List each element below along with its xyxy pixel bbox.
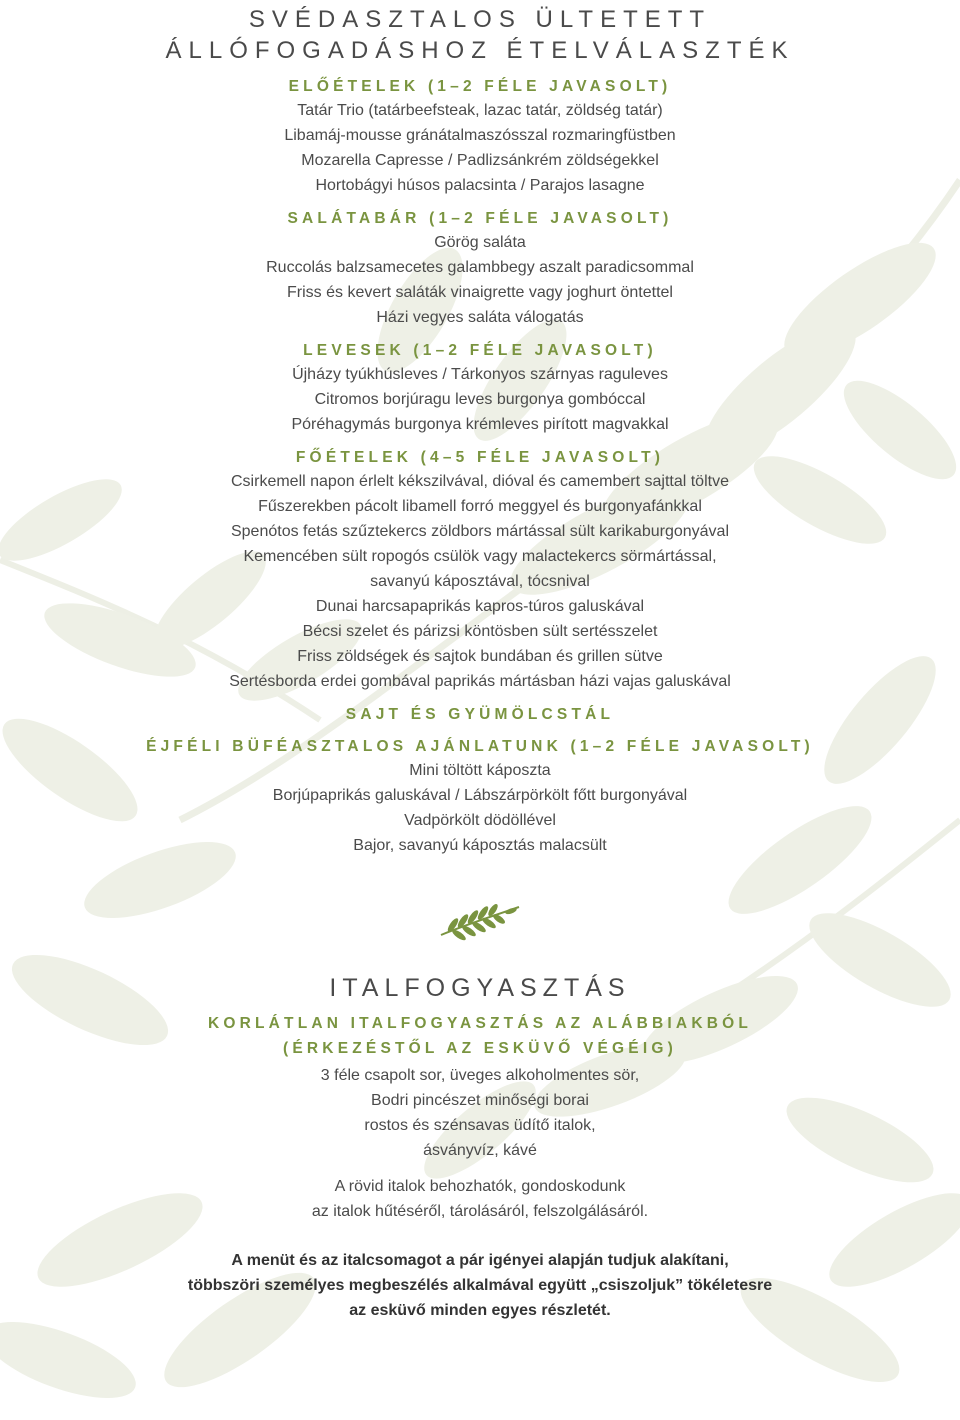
menu-item: Bécsi szelet és párizsi köntösben sült sertésszelet [302,623,658,640]
page-title-line1: SVÉDASZTALOS ÜLTETETT [248,6,712,33]
soups-heading: LEVESEK (1–2 FÉLE JAVASOLT) [303,342,657,359]
olive-sprig-icon [435,899,525,943]
menu-item: Sertésborda erdei gombával paprikás mártásban házi vajas galuskával [229,673,731,690]
menu-item: Bajor, savanyú káposztás malacsült [353,837,607,854]
divider [0,899,960,949]
drinks-note-line2: az italok hűtéséről, tárolásáról, felszolgálásáról. [311,1203,649,1220]
closing-section [0,1248,960,1323]
drink-item: rostos és szénsavas üdítő italok, [364,1117,596,1134]
closing-line1: A menüt és az italcsomagot a pár igényei alapján tudjuk alakítani, [231,1252,729,1269]
menu-item: Házi vegyes saláta válogatás [376,309,584,326]
menu-item: Mozarella Capresse / Padlizsánkrém zöldségekkel [301,152,659,169]
starters-section [0,66,960,198]
menu-item: Borjúpaprikás galuskával / Lábszárpörkölt főtt burgonyával [272,787,688,804]
drinks-section [0,971,960,1224]
drink-item: 3 féle csapolt sor, üveges alkoholmentes sör, [320,1067,640,1084]
starters-heading: ELŐÉTELEK (1–2 FÉLE JAVASOLT) [288,78,672,95]
menu-item: Spenótos fetás szűztekercs zöldbors mártással sült karikaburgonyával [230,523,729,540]
drinks-title: ITALFOGYASZTÁS [329,974,631,1002]
menu-item: Friss és kevert saláták vinaigrette vagy joghurt öntettel [287,284,673,301]
mains-heading: FŐÉTELEK (4–5 FÉLE JAVASOLT) [295,449,665,466]
menu-item: Friss zöldségek és sajtok bundában és grillen sütve [297,648,663,665]
soups-section [0,330,960,437]
drinks-heading-line1: KORLÁTLAN ITALFOGYASZTÁS AZ ALÁBBIAKBÓL [207,1015,753,1032]
drink-item: Bodri pincészet minőségi borai [371,1092,589,1109]
cheese-heading: SAJT ÉS GYÜMÖLCSTÁL [345,706,615,723]
salads-section [0,198,960,330]
menu-item: Csirkemell napon érlelt kékszilvával, dióval és camembert sajttal töltve [231,473,729,490]
cheese-section [0,694,960,726]
midnight-section [0,726,960,858]
drink-item: ásványvíz, kávé [423,1142,537,1159]
menu-item: Görög saláta [434,234,526,251]
salads-heading: SALÁTABÁR (1–2 FÉLE JAVASOLT) [287,210,673,227]
drinks-heading-line2: (ÉRKEZÉSTŐL AZ ESKÜVŐ VÉGÉIG) [283,1040,677,1057]
menu-item: Újházy tyúkhúsleves / Tárkonyos szárnyas raguleves [292,366,668,383]
menu-item: Vadpörkölt dödöllével [404,812,556,829]
menu-item: Tatár Trio (tatárbeefsteak, lazac tatár, zöldség tatár) [297,102,663,119]
mains-section [0,437,960,694]
menu-item: Ruccolás balzsamecetes galambbegy aszalt paradicsommal [266,259,694,276]
menu-item: Dunai harcsapaprikás kapros-túros galuskával [315,598,645,615]
menu-item: Mini töltött káposzta [409,762,551,779]
menu-item: Libamáj-mousse gránátalmaszósszal rozmaringfüstben [284,127,676,144]
menu-item: Citromos borjúragu leves burgonya gombóccal [314,391,646,408]
menu-item: savanyú káposztával, tócsnival [370,573,590,590]
menu-item: Kemencében sült ropogós csülök vagy malactekercs sörmártással, [243,548,717,565]
page-title-line2: ÁLLÓFOGADÁSHOZ ÉTELVÁLASZTÉK [165,37,795,64]
midnight-heading: ÉJFÉLI BÜFÉASZTALOS AJÁNLATUNK (1–2 FÉLE JAVASOLT) [146,738,814,755]
menu-item: Póréhagymás burgonya krémleves pirított magvakkal [291,416,669,433]
drinks-note-line1: A rövid italok behozhatók, gondoskodunk [334,1178,626,1195]
menu-item: Hortobágyi húsos palacsinta / Parajos lasagne [315,177,645,194]
closing-line2: többszöri személyes megbeszélés alkalmával együtt „csiszoljuk” tökéletesre [187,1277,773,1294]
closing-line3: az esküvő minden egyes részletét. [349,1302,611,1319]
menu-item: Fűszerekben pácolt libamell forró meggyel és burgonyafánkkal [258,498,702,515]
